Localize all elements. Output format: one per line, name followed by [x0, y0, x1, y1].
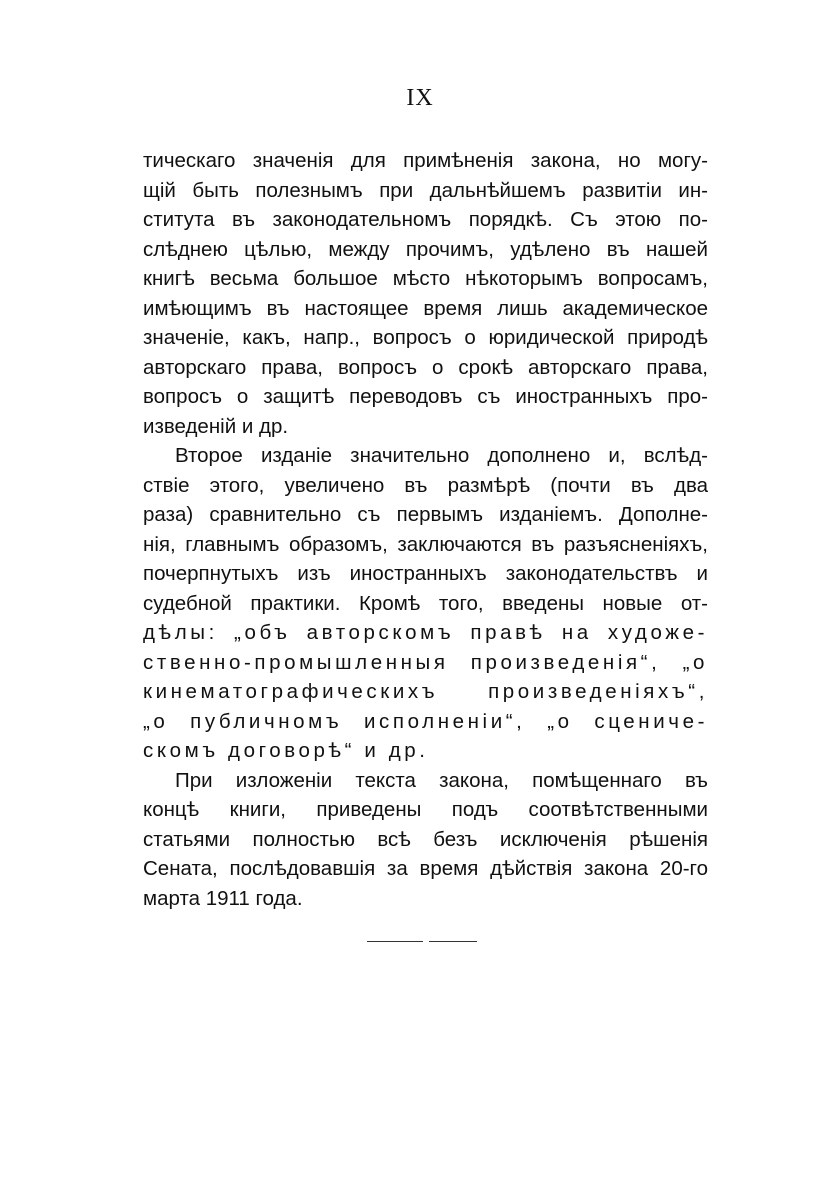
text-line: ствіе этого, увеличено въ размѣрѣ (почти въ два — [143, 473, 708, 497]
paragraph — [143, 441, 708, 766]
text-line: судебной практики. Кромѣ того, введены новые от- — [143, 591, 708, 615]
text-line: кинематографическихъ произведеніяхъ“, — [143, 680, 708, 703]
text-line: концѣ книги, приведены подъ соотвѣтственными — [143, 798, 708, 821]
text-line: Второе изданіе значительно дополнено и, вслѣд- — [175, 444, 708, 467]
text-line: скомъ договорѣ“ и др. — [143, 739, 429, 762]
text-line: вопросъ о защитѣ переводовъ съ иностранныхъ про- — [143, 385, 708, 408]
text-line: дѣлы: „объ авторскомъ правѣ на художе- — [143, 621, 708, 644]
text-line: изведеній и др. — [143, 414, 289, 438]
text-line: слѣднею цѣлью, между прочимъ, удѣлено въ нашей — [143, 237, 708, 261]
page-number: IX — [406, 85, 434, 111]
text-line: авторскаго права, вопросъ о срокѣ авторскаго права, — [143, 355, 708, 379]
text-line: „о публичномъ исполненіи“, „о сцениче- — [143, 709, 708, 733]
text-line: нія, главнымъ образомъ, заключаются въ разъясненіяхъ, — [143, 532, 708, 556]
text-line: ститута въ законодательномъ порядкѣ. Съ этою по- — [143, 208, 708, 231]
paragraph — [143, 146, 708, 441]
text-line: раза) сравнительно съ первымъ изданіемъ. Дополне- — [143, 503, 708, 526]
body-text — [143, 146, 708, 913]
text-line: ственно-промышленныя произведенія“, „о — [143, 650, 708, 674]
paragraph — [143, 766, 708, 914]
divider-gap — [423, 940, 429, 944]
text-line: При изложеніи текста закона, помѣщеннаго въ — [175, 768, 708, 792]
text-line: статьями полностью всѣ безъ исключенія рѣшенія — [143, 827, 708, 851]
section-divider — [367, 941, 477, 942]
text-line: значеніе, какъ, напр., вопросъ о юридической природѣ — [143, 326, 708, 349]
text-line: щій быть полезнымъ при дальнѣйшемъ развитіи ин- — [143, 178, 708, 202]
text-line: книгѣ весьма большое мѣсто нѣкоторымъ вопросамъ, — [143, 267, 708, 290]
text-line: почерпнутыхъ изъ иностранныхъ законодательствъ и — [143, 562, 708, 585]
text-line: тическаго значенія для примѣненія закона, но могу- — [143, 149, 708, 172]
text-line: марта 1911 года. — [143, 886, 303, 910]
text-line: Сената, послѣдовавшія за время дѣйствія закона 20-го — [143, 857, 708, 880]
text-line: имѣющимъ въ настоящее время лишь академическое — [143, 296, 708, 320]
